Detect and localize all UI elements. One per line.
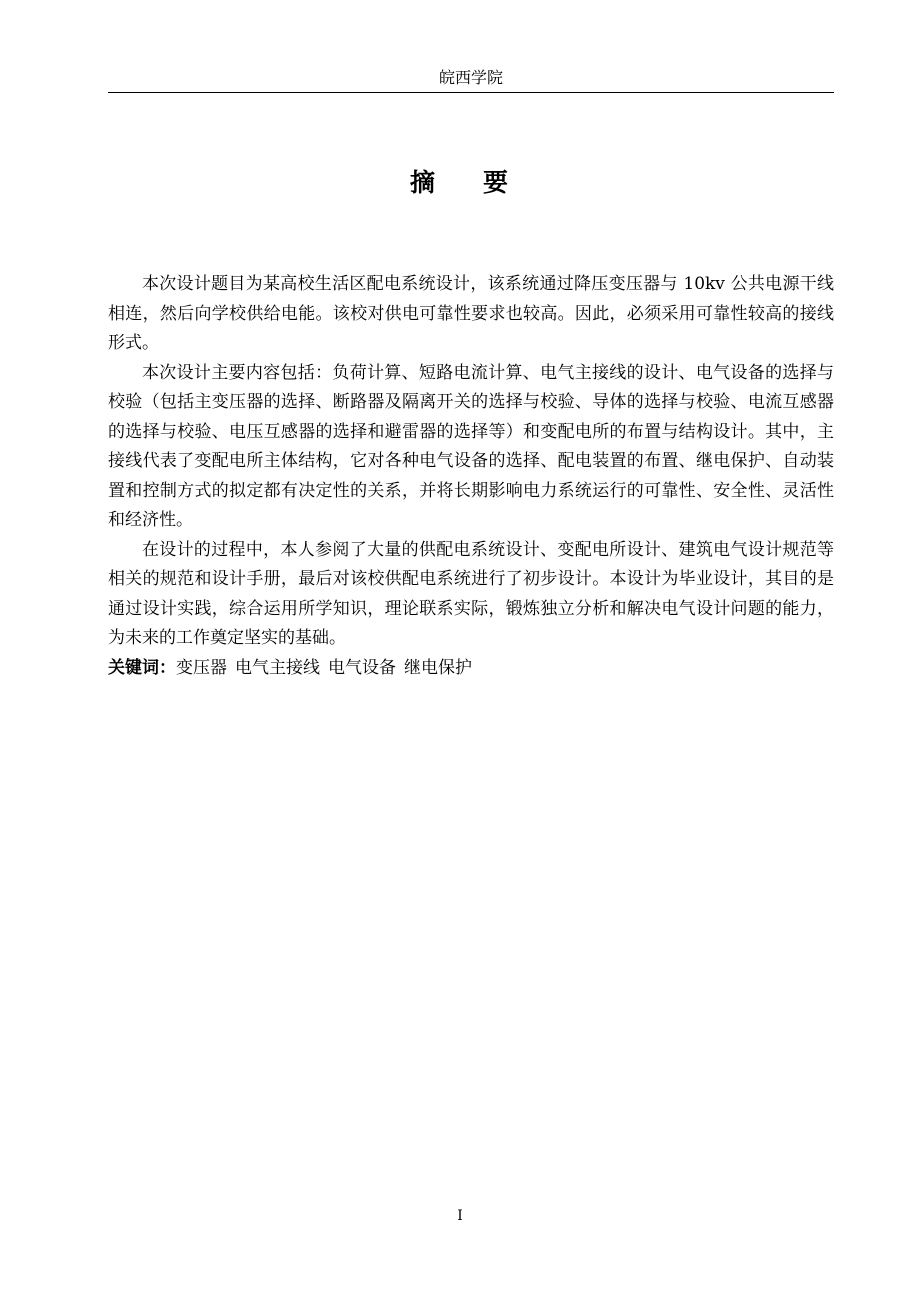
- abstract-paragraph: 本次设计题目为某高校生活区配电系统设计，该系统通过降压变压器与 10kv 公共电源干线相连，然后向学校供给电能。该校对供电可靠性要求也较高。因此，必须采用可靠性较高的接线形式。: [108, 274, 834, 353]
- keyword-item: 电气主接线: [235, 657, 320, 678]
- keyword-item: 变压器: [176, 657, 227, 678]
- abstract-paragraph: 本次设计主要内容包括：负荷计算、短路电流计算、电气主接线的设计、电气设备的选择与校验（包括主变压器的选择、断路器及隔离开关的选择与校验、导体的选择与校验、电流互感器的选择与校验、电压互感器的选择和避雷器的选择等）和变配电所的布置与结构设计。其中，主接线代表了变配电所主体结构，它对各种电气设备的选择、配电装置的布置、继电保护、自动装置和控制方式的拟定都有决定性的关系，并将长期影响电力系统运行的可靠性、安全性、灵活性和经济性。: [108, 362, 834, 530]
- page-number: I: [457, 1208, 463, 1224]
- abstract-title-part1: 摘: [409, 168, 437, 197]
- keywords-line: [108, 654, 834, 684]
- keyword-item: 继电保护: [404, 657, 472, 678]
- abstract-body: [108, 270, 834, 683]
- abstract-title-part2: 要: [483, 168, 511, 197]
- page-header: [108, 66, 834, 93]
- abstract-paragraph: 在设计的过程中，本人参阅了大量的供配电系统设计、变配电所设计、建筑电气设计规范等相关的规范和设计手册，最后对该校供配电系统进行了初步设计。本设计为毕业设计，其目的是通过设计实践，综合运用所学知识，理论联系实际，锻炼独立分析和解决电气设计问题的能力，为未来的工作奠定坚实的基础。: [108, 539, 834, 648]
- abstract-title: [0, 166, 920, 200]
- keyword-item: 电气设备: [328, 657, 396, 678]
- keywords-label: 关键词：: [108, 657, 176, 678]
- header-institution: 皖西学院: [438, 68, 503, 87]
